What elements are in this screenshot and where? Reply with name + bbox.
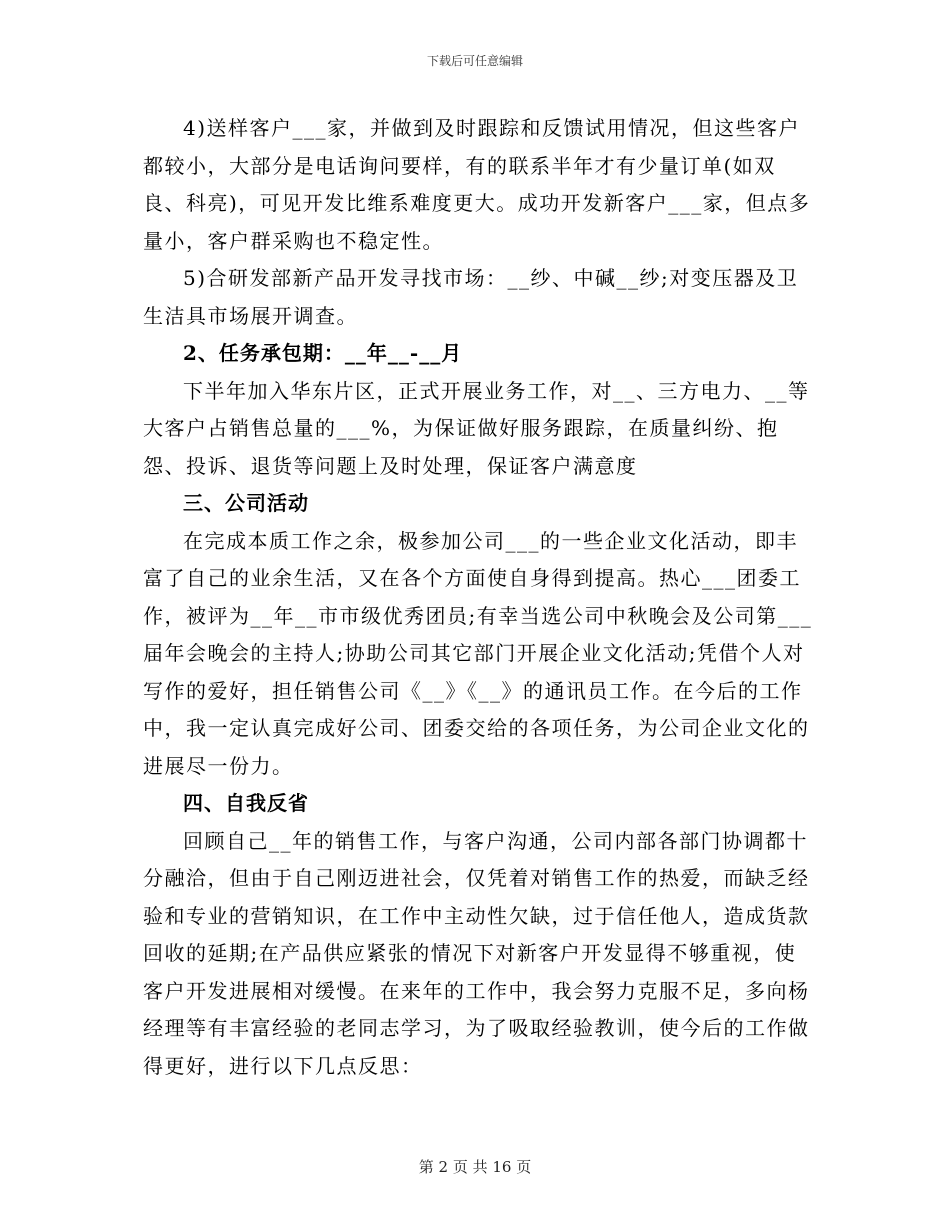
paragraph-reflection: 回顾自己__年的销售工作，与客户沟通，公司内部各部门协调都十分融洽，但由于自己刚迈进社会，仅凭着对销售工作的热爱，而缺乏经验和专业的营销知识，在工作中主动性欠缺，过于信任他人，造成货款回收的延期;在产品供应紧张的情况下对新客户开发显得不够重视，使客户开发进展相对缓慢。在来年的工作中，我会努力克服不足，多向杨经理等有丰富经验的老同志学习，为了吸取经验教训，使今后的工作做得更好，进行以下几点反思： — [143, 828, 810, 1078]
heading-company-activities: 三、公司活动 — [183, 491, 309, 515]
paragraph-new-products: 5)合研发部新产品开发寻找市场：__纱、中碱__纱;对变压器及卫生洁具市场展开调查。 — [143, 266, 799, 328]
paragraph-activities: 在完成本质工作之余，极参加公司___的一些企业文化活动，即丰富了自己的业余生活，又在各个方面使自身得到提高。热心___团委工作，被评为__年__市市级优秀团员;有幸当选公司中秋晚会及公司第___届年会晚会的主持人;协助公司其它部门开展企业文化活动;凭借个人对写作的爱好，担任销售公司《__》《__》的通讯员工作。在今后的工作中，我一定认真完成好公司、团委交给的各项任务，为公司企业文化的进展尽一份力。 — [143, 528, 813, 778]
paragraph-sample-customers: 4)送样客户___家，并做到及时跟踪和反馈试用情况，但这些客户都较小，大部分是电话询问要样，有的联系半年才有少量订单(如双良、科亮)，可见开发比维系难度更大。成功开发新客户___家，但点多量小，客户群采购也不稳定性。 — [143, 116, 811, 253]
document-body — [143, 110, 815, 1085]
paragraph-east-china: 下半年加入华东片区，正式开展业务工作，对__、三方电力、__等大客户占销售总量的___%，为保证做好服务跟踪，在质量纠纷、抱怨、投诉、退货等问题上及时处理，保证客户满意度 — [143, 378, 810, 478]
page-footer: 第 2 页 共 16 页 — [418, 1158, 532, 1176]
heading-self-reflection: 四、自我反省 — [183, 791, 309, 815]
heading-contract-period: 2、任务承包期：__年__-__月 — [183, 341, 463, 365]
page-header: 下载后可任意编辑 — [426, 54, 523, 68]
